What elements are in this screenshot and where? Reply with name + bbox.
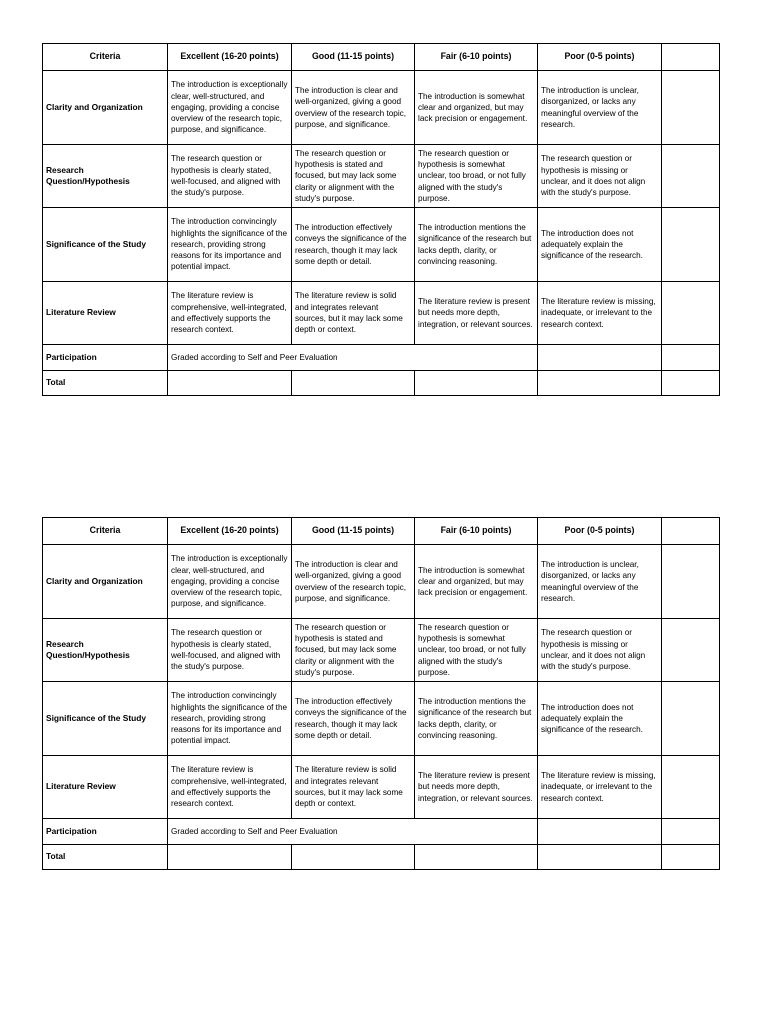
poor-header: Poor (0-5 points) xyxy=(538,44,662,71)
criteria-header: Criteria xyxy=(43,44,168,71)
table-row xyxy=(43,619,720,682)
score-cell xyxy=(662,619,720,682)
good-descriptor-cell: The research question or hypothesis is stated and focused, but may lack some clarity or alignment with the study's purpose. xyxy=(292,145,415,208)
total-blank-cell xyxy=(538,371,662,396)
rubric-table xyxy=(42,517,720,870)
excellent-descriptor-cell: The research question or hypothesis is clearly stated, well-focused, and aligned with the study's purpose. xyxy=(168,145,292,208)
fair-header: Fair (6-10 points) xyxy=(415,518,538,545)
total-row xyxy=(43,371,720,396)
table-row xyxy=(43,71,720,145)
total-blank-cell xyxy=(292,371,415,396)
criterion-cell: Literature Review xyxy=(43,282,168,345)
rubric-table xyxy=(42,43,720,396)
criterion-cell: Research Question/Hypothesis xyxy=(43,619,168,682)
fair-header: Fair (6-10 points) xyxy=(415,44,538,71)
score-cell xyxy=(662,756,720,819)
good-header: Good (11-15 points) xyxy=(292,44,415,71)
table-row xyxy=(43,756,720,819)
poor-blank-cell xyxy=(538,345,662,371)
poor-descriptor-cell: The research question or hypothesis is missing or unclear, and it does not align with the study's purpose. xyxy=(538,145,662,208)
table-row xyxy=(43,145,720,208)
total-label: Total xyxy=(43,845,168,870)
fair-descriptor-cell: The research question or hypothesis is somewhat unclear, too broad, or not fully aligned with the study's purpose. xyxy=(415,619,538,682)
score-cell xyxy=(662,345,720,371)
fair-descriptor-cell: The introduction is somewhat clear and organized, but may lack precision or engagement. xyxy=(415,545,538,619)
good-descriptor-cell: The literature review is solid and integrates relevant sources, but it may lack some depth or context. xyxy=(292,756,415,819)
criterion-cell: Clarity and Organization xyxy=(43,71,168,145)
poor-descriptor-cell: The introduction does not adequately explain the significance of the research. xyxy=(538,208,662,282)
score-cell xyxy=(662,208,720,282)
total-blank-cell xyxy=(168,845,292,870)
poor-descriptor-cell: The introduction does not adequately explain the significance of the research. xyxy=(538,682,662,756)
score-cell xyxy=(662,682,720,756)
total-blank-cell xyxy=(662,845,720,870)
participation-text: Graded according to Self and Peer Evaluation xyxy=(168,345,538,371)
fair-descriptor-cell: The research question or hypothesis is somewhat unclear, too broad, or not fully aligned with the study's purpose. xyxy=(415,145,538,208)
score-cell xyxy=(662,145,720,208)
criterion-cell: Clarity and Organization xyxy=(43,545,168,619)
excellent-header: Excellent (16-20 points) xyxy=(168,44,292,71)
excellent-descriptor-cell: The research question or hypothesis is clearly stated, well-focused, and aligned with the study's purpose. xyxy=(168,619,292,682)
total-blank-cell xyxy=(662,371,720,396)
header-row xyxy=(43,44,720,71)
participation-label: Participation xyxy=(43,345,168,371)
criterion-cell: Literature Review xyxy=(43,756,168,819)
good-descriptor-cell: The introduction is clear and well-organized, giving a good overview of the research topic, purpose, and significance. xyxy=(292,71,415,145)
good-descriptor-cell: The introduction effectively conveys the significance of the research, though it may lack some depth or detail. xyxy=(292,208,415,282)
total-row xyxy=(43,845,720,870)
excellent-descriptor-cell: The introduction is exceptionally clear, well-structured, and engaging, providing a concise overview of the research topic, purpose, and significance. xyxy=(168,545,292,619)
poor-descriptor-cell: The introduction is unclear, disorganized, or lacks any meaningful overview of the research. xyxy=(538,71,662,145)
criterion-cell: Significance of the Study xyxy=(43,682,168,756)
total-blank-cell xyxy=(415,845,538,870)
participation-row xyxy=(43,345,720,371)
table-row xyxy=(43,682,720,756)
excellent-descriptor-cell: The introduction convincingly highlights the significance of the research, providing strong reasons for its importance and potential impact. xyxy=(168,208,292,282)
fair-descriptor-cell: The introduction is somewhat clear and organized, but may lack precision or engagement. xyxy=(415,71,538,145)
participation-text: Graded according to Self and Peer Evaluation xyxy=(168,819,538,845)
participation-label: Participation xyxy=(43,819,168,845)
total-blank-cell xyxy=(415,371,538,396)
score-cell xyxy=(662,545,720,619)
poor-descriptor-cell: The literature review is missing, inadequate, or irrelevant to the research context. xyxy=(538,282,662,345)
good-header: Good (11-15 points) xyxy=(292,518,415,545)
score-header xyxy=(662,44,720,71)
excellent-descriptor-cell: The literature review is comprehensive, well-integrated, and effectively supports the research context. xyxy=(168,756,292,819)
fair-descriptor-cell: The literature review is present but needs more depth, integration, or relevant sources. xyxy=(415,756,538,819)
score-cell xyxy=(662,71,720,145)
poor-descriptor-cell: The literature review is missing, inadequate, or irrelevant to the research context. xyxy=(538,756,662,819)
table-row xyxy=(43,208,720,282)
good-descriptor-cell: The introduction is clear and well-organized, giving a good overview of the research topic, purpose, and significance. xyxy=(292,545,415,619)
score-cell xyxy=(662,819,720,845)
total-label: Total xyxy=(43,371,168,396)
fair-descriptor-cell: The literature review is present but needs more depth, integration, or relevant sources. xyxy=(415,282,538,345)
poor-descriptor-cell: The research question or hypothesis is missing or unclear, and it does not align with the study's purpose. xyxy=(538,619,662,682)
score-cell xyxy=(662,282,720,345)
excellent-header: Excellent (16-20 points) xyxy=(168,518,292,545)
fair-descriptor-cell: The introduction mentions the significance of the research but lacks depth, clarity, or convincing reasoning. xyxy=(415,208,538,282)
poor-blank-cell xyxy=(538,819,662,845)
criteria-header: Criteria xyxy=(43,518,168,545)
criterion-cell: Research Question/Hypothesis xyxy=(43,145,168,208)
score-header xyxy=(662,518,720,545)
excellent-descriptor-cell: The introduction convincingly highlights the significance of the research, providing strong reasons for its importance and potential impact. xyxy=(168,682,292,756)
good-descriptor-cell: The research question or hypothesis is stated and focused, but may lack some clarity or alignment with the study's purpose. xyxy=(292,619,415,682)
poor-descriptor-cell: The introduction is unclear, disorganized, or lacks any meaningful overview of the research. xyxy=(538,545,662,619)
excellent-descriptor-cell: The literature review is comprehensive, well-integrated, and effectively supports the research context. xyxy=(168,282,292,345)
table-row xyxy=(43,545,720,619)
total-blank-cell xyxy=(292,845,415,870)
poor-header: Poor (0-5 points) xyxy=(538,518,662,545)
header-row xyxy=(43,518,720,545)
fair-descriptor-cell: The introduction mentions the significance of the research but lacks depth, clarity, or convincing reasoning. xyxy=(415,682,538,756)
excellent-descriptor-cell: The introduction is exceptionally clear, well-structured, and engaging, providing a concise overview of the research topic, purpose, and significance. xyxy=(168,71,292,145)
total-blank-cell xyxy=(168,371,292,396)
table-row xyxy=(43,282,720,345)
criterion-cell: Significance of the Study xyxy=(43,208,168,282)
good-descriptor-cell: The introduction effectively conveys the significance of the research, though it may lack some depth or detail. xyxy=(292,682,415,756)
total-blank-cell xyxy=(538,845,662,870)
participation-row xyxy=(43,819,720,845)
good-descriptor-cell: The literature review is solid and integrates relevant sources, but it may lack some depth or context. xyxy=(292,282,415,345)
